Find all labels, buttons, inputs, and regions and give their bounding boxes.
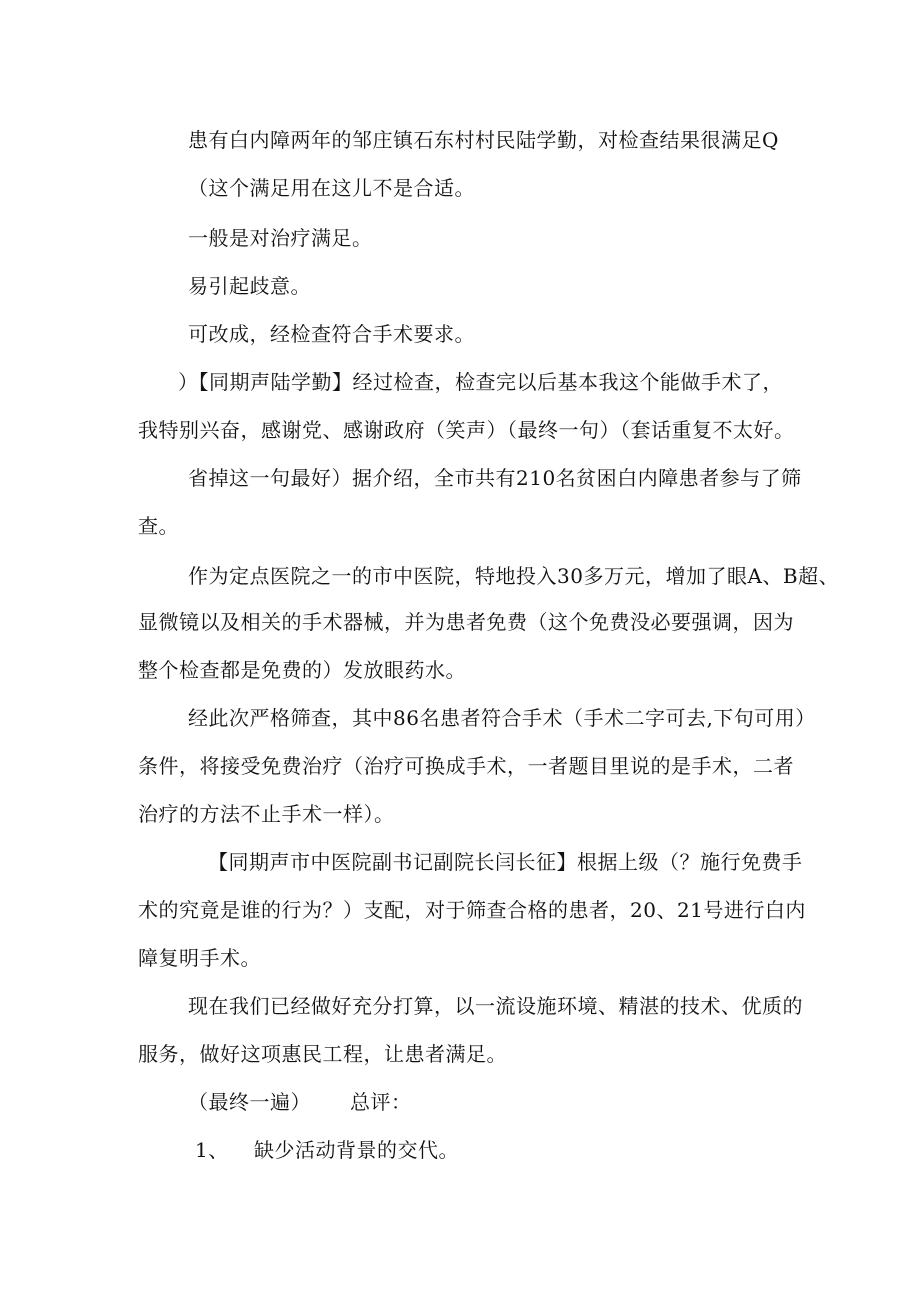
text-line-9: 查。	[138, 514, 179, 538]
text-line-13: 经此次严格筛查，其中86名患者符合手术（手术二字可去,下句可用）	[188, 706, 816, 730]
text-line-6: ）【同期声陆学勤】经过检查，检查完以后基本我这个能做手术了，	[178, 370, 783, 394]
text-line-21b: 总评：	[350, 1090, 412, 1114]
text-line-2: （这个满足用在这儿不是合适。	[188, 176, 475, 200]
text-line-5: 可改成，经检查符合手术要求。	[188, 322, 475, 346]
text-line-20: 服务，做好这项惠民工程，让患者满足。	[138, 1042, 507, 1066]
text-line-15: 治疗的方法不止手术一样）。	[138, 802, 395, 826]
text-line-16: 【同期声市中医院副书记副院长闫长征】根据上级（？施行免费手	[208, 850, 803, 874]
text-line-3: 一般是对治疗满足。	[188, 226, 373, 250]
text-line-11: 显微镜以及相关的手术器械，并为患者免费（这个免费没必要强调，因为	[138, 610, 794, 634]
list-item-text: 缺少活动背景的交代。	[254, 1138, 459, 1162]
text-line-7: 我特别兴奋，感谢党、感谢政府（笑声）（最终一句）（套话重复不太好。	[138, 418, 795, 442]
text-line-17: 术的究竟是谁的行为？）支配，对于筛查合格的患者，20、21号进行白内	[138, 898, 806, 922]
text-line-4: 易引起歧意。	[188, 274, 311, 298]
text-line-10: 作为定点医院之一的市中医院，特地投入30多万元，增加了眼A、B超、	[188, 564, 840, 588]
list-number: 1、	[195, 1138, 229, 1162]
text-line-1: 患有白内障两年的邹庄镇石东村村民陆学勤，对检查结果很满足Q	[188, 128, 779, 152]
text-line-18: 障复明手术。	[138, 946, 261, 970]
text-line-12: 整个检查都是免费的）发放眼药水。	[138, 658, 466, 682]
text-line-14: 条件，将接受免费治疗（治疗可换成手术，一者题目里说的是手术，二者	[138, 754, 794, 778]
text-line-8: 省掉这一句最好）据介绍，全市共有210名贫困白内障患者参与了筛	[188, 466, 802, 490]
text-line-19: 现在我们已经做好充分打算，以一流设施环境、精湛的技术、优质的	[188, 994, 803, 1018]
text-line-21a: （最终一遍）	[188, 1090, 311, 1114]
